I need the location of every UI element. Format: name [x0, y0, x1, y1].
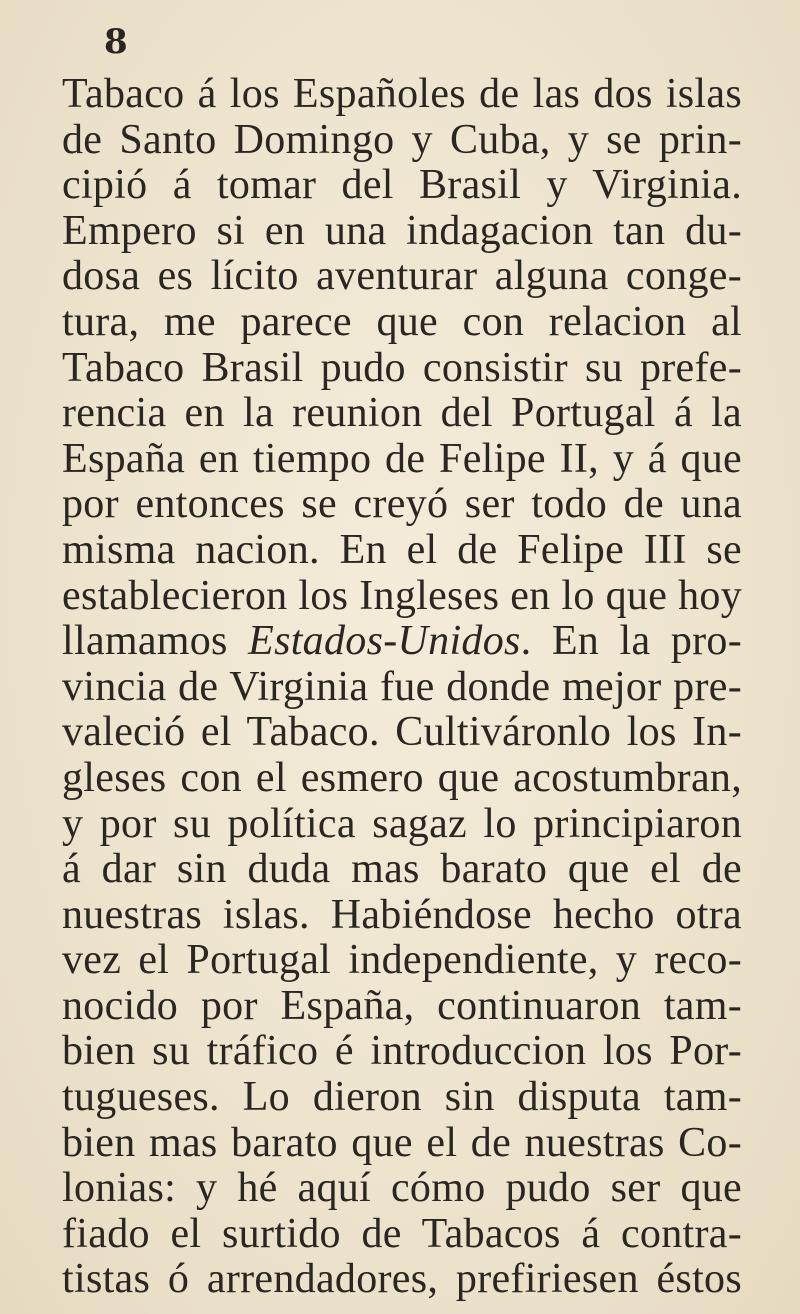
text-line-26: fiado el surtido de Tabacos á contra-: [62, 1210, 742, 1257]
text-line-14: vincia de Virginia fue donde mejor pre-: [62, 663, 742, 710]
text-line-23: tugueses. Lo dieron sin disputa tam-: [62, 1074, 742, 1121]
text-line-7: Tabaco Brasil pudo consistir su prefe-: [62, 344, 742, 391]
text-line-19: nuestras islas. Habiéndose hecho otra: [62, 891, 742, 938]
text-line-21: nocido por España, continuaron tam-: [62, 982, 742, 1029]
text-line-3: cipió á tomar del Brasil y Virginia.: [62, 162, 742, 209]
text-line-8: rencia en la reunion del Portugal á la: [62, 390, 742, 437]
text-line-13: [62, 619, 742, 665]
text-line-5: dosa es lícito aventurar alguna conge-: [62, 253, 742, 300]
text-line-27: tistas ó arrendadores, prefiriesen éstos: [62, 1256, 742, 1303]
text-line-9: España en tiempo de Felipe II, y á que: [62, 435, 742, 482]
text-line-13-before: llamamos: [62, 618, 249, 665]
text-line-1: Tabaco á los Españoles de las dos islas: [62, 71, 742, 117]
text-line-15: valeció el Tabaco. Cultiváronlo los In-: [62, 709, 742, 756]
text-line-13-after: . En la pro-: [520, 618, 742, 665]
text-line-2: de Santo Domingo y Cuba, y se prin-: [62, 116, 742, 163]
text-line-16: gleses con el esmero que acostumbran,: [62, 754, 742, 801]
text-line-12: establecieron los Ingleses en lo que hoy: [62, 572, 742, 619]
text-line-24: bien mas barato que el de nuestras Co-: [62, 1119, 742, 1166]
text-line-11: misma nacion. En el de Felipe III se: [62, 526, 742, 573]
text-line-18: á dar sin duda mas barato que el de: [62, 846, 742, 893]
text-line-6: tura, me parece que con relacion al: [62, 298, 742, 345]
text-line-17: y por su política sagaz lo principiaron: [62, 800, 742, 847]
text-line-10: por entonces se creyó ser todo de una: [62, 481, 742, 528]
text-line-25: lonias: y hé aquí cómo pudo ser que: [62, 1165, 742, 1212]
text-line-20: vez el Portugal independiente, y reco-: [62, 937, 742, 984]
italic-estados-unidos: Estados-Unidos: [248, 618, 521, 665]
page-number: 8: [104, 22, 128, 62]
body-text: [62, 72, 742, 1303]
text-line-22: bien su tráfico é introduccion los Por-: [62, 1028, 742, 1075]
text-line-4: Empero si en una indagacion tan du-: [62, 207, 742, 254]
